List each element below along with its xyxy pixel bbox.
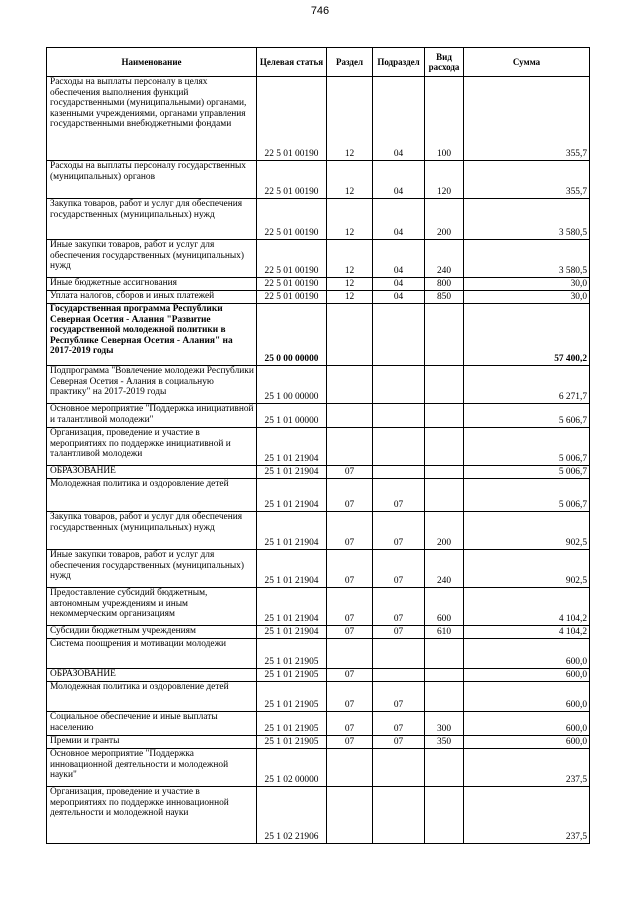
cell-expense-type [425, 669, 464, 682]
table-row [47, 466, 590, 479]
cell-expense-type [425, 428, 464, 466]
cell-section: 12 [327, 278, 373, 291]
cell-target: 25 1 01 21904 [257, 588, 327, 626]
cell-section: 07 [327, 736, 373, 749]
cell-target: 25 1 01 21905 [257, 639, 327, 669]
cell-expense-type [425, 479, 464, 512]
cell-name: Расходы на выплаты персоналу в целях обеспечения выполнения функций государственными (муниципальными) органами, казенными учреждениями, органами управления государственными внебюджетными фондами [47, 77, 257, 161]
cell-subsection: 04 [373, 77, 425, 161]
cell-name: ОБРАЗОВАНИЕ [47, 466, 257, 479]
table-row [47, 278, 590, 291]
cell-subsection: 07 [373, 512, 425, 550]
cell-subsection [373, 366, 425, 404]
cell-name: Основное мероприятие "Поддержка инновационной деятельности и молодежной науки" [47, 749, 257, 787]
cell-subsection [373, 304, 425, 366]
cell-expense-type: 100 [425, 77, 464, 161]
cell-target: 25 1 02 21906 [257, 787, 327, 844]
cell-expense-type [425, 787, 464, 844]
cell-expense-type: 240 [425, 550, 464, 588]
cell-target: 22 5 01 00190 [257, 291, 327, 304]
cell-expense-type [425, 639, 464, 669]
header-section: Раздел [327, 48, 373, 77]
table-row [47, 291, 590, 304]
table-body [47, 77, 590, 844]
cell-sum: 237,5 [464, 749, 590, 787]
cell-subsection: 07 [373, 550, 425, 588]
cell-expense-type: 800 [425, 278, 464, 291]
cell-name: Организация, проведение и участие в мероприятиях по поддержке инициативной и талантливой молодежи [47, 428, 257, 466]
header-target: Целевая статья [257, 48, 327, 77]
budget-table [46, 47, 590, 844]
cell-expense-type: 850 [425, 291, 464, 304]
cell-section: 07 [327, 466, 373, 479]
cell-name: Система поощрения и мотивации молодежи [47, 639, 257, 669]
cell-sum: 5 006,7 [464, 428, 590, 466]
cell-section [327, 749, 373, 787]
cell-expense-type: 200 [425, 199, 464, 240]
cell-sum: 600,0 [464, 712, 590, 736]
cell-target: 22 5 01 00190 [257, 240, 327, 278]
cell-target: 22 5 01 00190 [257, 77, 327, 161]
cell-target: 22 5 01 00190 [257, 278, 327, 291]
cell-section: 12 [327, 291, 373, 304]
cell-sum: 4 104,2 [464, 626, 590, 639]
cell-subsection: 07 [373, 479, 425, 512]
cell-expense-type [425, 366, 464, 404]
header-expense-type: Вид расхода [425, 48, 464, 77]
cell-subsection: 07 [373, 682, 425, 712]
cell-expense-type [425, 304, 464, 366]
cell-subsection [373, 404, 425, 428]
cell-section: 07 [327, 550, 373, 588]
cell-section [327, 404, 373, 428]
cell-sum: 902,5 [464, 550, 590, 588]
cell-name: Иные закупки товаров, работ и услуг для обеспечения государственных (муниципальных) нужд [47, 240, 257, 278]
cell-sum: 5 606,7 [464, 404, 590, 428]
cell-expense-type: 610 [425, 626, 464, 639]
cell-name: Субсидии бюджетным учреждениям [47, 626, 257, 639]
cell-subsection [373, 639, 425, 669]
cell-section [327, 639, 373, 669]
cell-sum: 600,0 [464, 736, 590, 749]
table-row [47, 366, 590, 404]
cell-expense-type [425, 466, 464, 479]
table-row [47, 428, 590, 466]
cell-name: Уплата налогов, сборов и иных платежей [47, 291, 257, 304]
cell-subsection: 07 [373, 588, 425, 626]
cell-expense-type: 200 [425, 512, 464, 550]
cell-section: 07 [327, 626, 373, 639]
cell-section [327, 428, 373, 466]
cell-target: 25 1 01 21905 [257, 682, 327, 712]
table-row [47, 161, 590, 199]
table-header-row [47, 48, 590, 77]
cell-section: 07 [327, 669, 373, 682]
cell-section: 07 [327, 512, 373, 550]
cell-section: 07 [327, 479, 373, 512]
table-row [47, 682, 590, 712]
cell-expense-type [425, 749, 464, 787]
cell-name: Иные бюджетные ассигнования [47, 278, 257, 291]
table-row [47, 736, 590, 749]
cell-target: 25 1 01 21904 [257, 626, 327, 639]
cell-section: 07 [327, 712, 373, 736]
table-row [47, 199, 590, 240]
cell-subsection: 04 [373, 199, 425, 240]
cell-name: Предоставление субсидий бюджетным, автономным учреждениям и иным некоммерческим организациям [47, 588, 257, 626]
cell-name: ОБРАЗОВАНИЕ [47, 669, 257, 682]
cell-section: 12 [327, 77, 373, 161]
cell-target: 25 0 00 00000 [257, 304, 327, 366]
table-row [47, 77, 590, 161]
cell-expense-type: 240 [425, 240, 464, 278]
cell-target: 25 1 01 21904 [257, 512, 327, 550]
cell-expense-type [425, 682, 464, 712]
cell-section: 07 [327, 588, 373, 626]
cell-target: 25 1 02 00000 [257, 749, 327, 787]
cell-name: Расходы на выплаты персоналу государственных (муниципальных) органов [47, 161, 257, 199]
cell-target: 25 1 01 21904 [257, 466, 327, 479]
cell-section: 12 [327, 199, 373, 240]
cell-sum: 30,0 [464, 278, 590, 291]
table-row [47, 626, 590, 639]
header-subsection: Подраздел [373, 48, 425, 77]
table-row [47, 479, 590, 512]
cell-sum: 5 006,7 [464, 479, 590, 512]
table-row [47, 240, 590, 278]
page-number: 746 [310, 5, 330, 17]
table-row [47, 712, 590, 736]
cell-subsection: 04 [373, 278, 425, 291]
table-row [47, 588, 590, 626]
cell-sum: 3 580,5 [464, 199, 590, 240]
cell-sum: 237,5 [464, 787, 590, 844]
cell-sum: 600,0 [464, 669, 590, 682]
cell-subsection [373, 749, 425, 787]
cell-subsection [373, 428, 425, 466]
cell-subsection: 07 [373, 626, 425, 639]
cell-sum: 600,0 [464, 682, 590, 712]
cell-subsection [373, 787, 425, 844]
cell-name: Молодежная политика и оздоровление детей [47, 479, 257, 512]
cell-sum: 355,7 [464, 77, 590, 161]
cell-target: 25 1 01 21905 [257, 669, 327, 682]
cell-section: 12 [327, 240, 373, 278]
cell-target: 25 1 01 21904 [257, 550, 327, 588]
table-row [47, 639, 590, 669]
header-sum: Сумма [464, 48, 590, 77]
cell-name: Организация, проведение и участие в мероприятиях по поддержке инновационной деятельности и молодежной науки [47, 787, 257, 844]
cell-target: 25 1 01 21904 [257, 479, 327, 512]
table-row [47, 749, 590, 787]
cell-name: Молодежная политика и оздоровление детей [47, 682, 257, 712]
cell-expense-type: 600 [425, 588, 464, 626]
cell-target: 25 1 01 00000 [257, 404, 327, 428]
cell-target: 22 5 01 00190 [257, 199, 327, 240]
cell-target: 25 1 01 21904 [257, 428, 327, 466]
cell-section [327, 366, 373, 404]
cell-subsection [373, 669, 425, 682]
cell-subsection: 07 [373, 736, 425, 749]
cell-name: Подпрограмма "Вовлечение молодежи Республики Северная Осетия - Алания в социальную практику" на 2017-2019 годы [47, 366, 257, 404]
cell-section [327, 787, 373, 844]
cell-sum: 30,0 [464, 291, 590, 304]
cell-target: 25 1 01 21905 [257, 712, 327, 736]
cell-subsection: 07 [373, 712, 425, 736]
cell-subsection [373, 466, 425, 479]
cell-name: Социальное обеспечение и иные выплаты населению [47, 712, 257, 736]
cell-name: Премии и гранты [47, 736, 257, 749]
cell-expense-type: 350 [425, 736, 464, 749]
table-row [47, 512, 590, 550]
cell-sum: 902,5 [464, 512, 590, 550]
cell-sum: 5 006,7 [464, 466, 590, 479]
cell-section: 07 [327, 682, 373, 712]
cell-section [327, 304, 373, 366]
table-row [47, 787, 590, 844]
cell-sum: 4 104,2 [464, 588, 590, 626]
table-row [47, 404, 590, 428]
table-row [47, 550, 590, 588]
cell-sum: 355,7 [464, 161, 590, 199]
cell-sum: 6 271,7 [464, 366, 590, 404]
cell-sum: 3 580,5 [464, 240, 590, 278]
cell-subsection: 04 [373, 161, 425, 199]
cell-name: Закупка товаров, работ и услуг для обеспечения государственных (муниципальных) нужд [47, 512, 257, 550]
cell-sum: 600,0 [464, 639, 590, 669]
cell-target: 22 5 01 00190 [257, 161, 327, 199]
cell-subsection: 04 [373, 240, 425, 278]
cell-subsection: 04 [373, 291, 425, 304]
cell-expense-type [425, 404, 464, 428]
cell-name: Закупка товаров, работ и услуг для обеспечения государственных (муниципальных) нужд [47, 199, 257, 240]
cell-expense-type: 300 [425, 712, 464, 736]
cell-name: Основное мероприятие "Поддержка инициативной и талантливой молодежи" [47, 404, 257, 428]
cell-sum: 57 400,2 [464, 304, 590, 366]
cell-target: 25 1 01 21905 [257, 736, 327, 749]
table-row [47, 304, 590, 366]
cell-section: 12 [327, 161, 373, 199]
cell-target: 25 1 00 00000 [257, 366, 327, 404]
table-row [47, 669, 590, 682]
cell-name: Государственная программа Республики Северная Осетия - Алания "Развитие государственной молодежной политики в Республике Северная Осетия - Алания" на 2017-2019 годы [47, 304, 257, 366]
header-name: Наименование [47, 48, 257, 77]
cell-expense-type: 120 [425, 161, 464, 199]
cell-name: Иные закупки товаров, работ и услуг для обеспечения государственных (муниципальных) нужд [47, 550, 257, 588]
